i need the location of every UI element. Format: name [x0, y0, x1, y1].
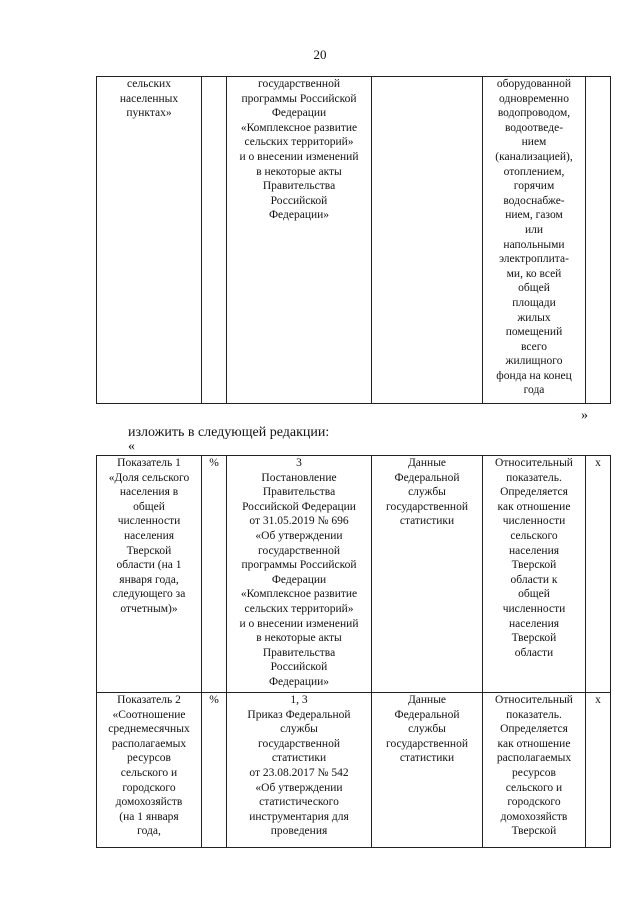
indicators-table: [96, 455, 611, 848]
table-row: [97, 693, 611, 848]
unit-cell: %: [202, 693, 227, 848]
table-cell: государственной программы Российской Федерации «Комплексное развитие сельских территорий» и о внесении изменений в некоторые акты Правительства Российской Федерации»: [227, 77, 372, 404]
page-number: 20: [313, 47, 327, 62]
source-cell: Данные Федеральной службы государственной статистики: [372, 456, 483, 693]
table-row: [97, 456, 611, 693]
source-cell: Данные Федеральной службы государственной статистики: [372, 693, 483, 848]
closing-quote: »: [581, 408, 588, 423]
table-cell: оборудованной одновременно водопроводом, водоотведе- нием (канализацией), отоплением, горячим водоснабже- нием, газом или напольными электроплита- ми, ко всей общей площади жилых помещений всего жилищного фонда на конец года: [483, 77, 586, 404]
table-row: [97, 77, 611, 404]
method-cell: 1, 3 Приказ Федеральной службы государственной статистики от 23.08.2017 № 542 «Об утверждении статистического инструментария для проведения: [227, 693, 372, 848]
instruction-text: изложить в следующей редакции:: [128, 425, 330, 440]
x-cell: x: [586, 456, 611, 693]
unit-cell: %: [202, 456, 227, 693]
table-cell: [202, 77, 227, 404]
table-cell: [372, 77, 483, 404]
definition-cell: Относительный показатель. Определяется как отношение располагаемых ресурсов сельского и городского домохозяйств Тверской: [483, 693, 586, 848]
table-cell: [586, 77, 611, 404]
continued-table: [96, 76, 611, 404]
opening-quote: «: [128, 439, 135, 454]
table-cell: сельских населенных пунктах»: [97, 77, 202, 404]
indicator-name-cell: Показатель 2 «Соотношение среднемесячных располагаемых ресурсов сельского и городского домохозяйств (на 1 января года,: [97, 693, 202, 848]
method-cell: 3 Постановление Правительства Российской Федерации от 31.05.2019 № 696 «Об утверждении государственной программы Российской Федерации «Комплексное развитие сельских территорий» и о внесении изменений в некоторые акты Правительства Российской Федерации»: [227, 456, 372, 693]
x-cell: x: [586, 693, 611, 848]
definition-cell: Относительный показатель. Определяется как отношение численности сельского населения Тверской области к общей численности населения Тверской области: [483, 456, 586, 693]
indicator-name-cell: Показатель 1 «Доля сельского населения в общей численности населения Тверской области (на 1 января года, следующего за отчетным)»: [97, 456, 202, 693]
